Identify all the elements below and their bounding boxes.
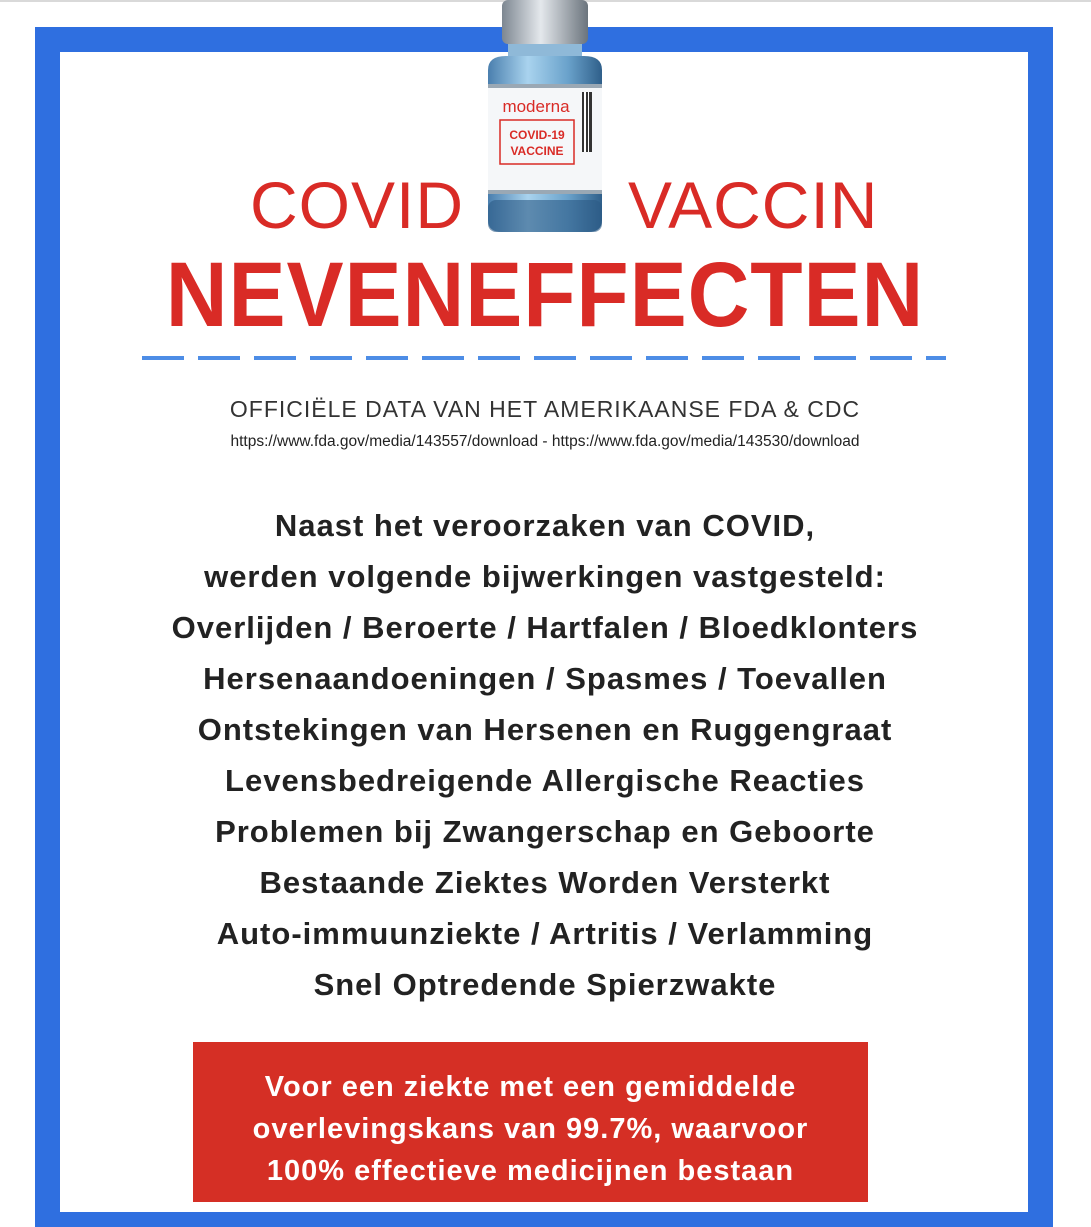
vial-brand: moderna — [502, 97, 570, 116]
callout-line: overlevingskans van 99.7%, waarvoor — [252, 1113, 809, 1145]
title-vaccin: VACCIN — [628, 168, 879, 242]
callout-line: 100% effectieve medicijnen bestaan — [266, 1155, 795, 1187]
effects-line: Naast het veroorzaken van COVID, — [274, 508, 816, 543]
callout-line: Voor een ziekte met een gemiddelde — [264, 1071, 797, 1103]
source-heading: OFFICIËLE DATA VAN HET AMERIKAANSE FDA & CDC — [229, 396, 861, 422]
effects-line: Auto-immuunziekte / Artritis / Verlamming — [216, 916, 874, 951]
effects-line: Snel Optredende Spierzwakte — [313, 967, 777, 1002]
title-covid: COVID — [250, 168, 465, 242]
effects-line: Overlijden / Beroerte / Hartfalen / Bloedklonters — [171, 610, 919, 645]
effects-line: Bestaande Ziektes Worden Versterkt — [259, 865, 831, 900]
side-effects-list — [80, 500, 1010, 1010]
effects-line: Ontstekingen van Hersenen en Ruggengraat — [197, 712, 893, 747]
page-title: NEVENEFFECTEN — [165, 244, 925, 346]
vial-label-line2: VACCINE — [510, 144, 564, 158]
effects-line: Problemen bij Zwangerschap en Geboorte — [215, 814, 875, 849]
effects-line: werden volgende bijwerkingen vastgesteld: — [204, 559, 886, 594]
vaccine-vial-icon — [478, 0, 612, 232]
vial-label-line1: COVID-19 — [509, 128, 565, 142]
dashed-divider — [142, 356, 946, 360]
callout-box — [193, 1042, 868, 1202]
effects-line: Hersenaandoeningen / Spasmes / Toevallen — [203, 661, 887, 696]
effects-line: Levensbedreigende Allergische Reacties — [225, 763, 865, 798]
source-urls: https://www.fda.gov/media/143557/download - https://www.fda.gov/media/143530/download — [230, 433, 860, 450]
